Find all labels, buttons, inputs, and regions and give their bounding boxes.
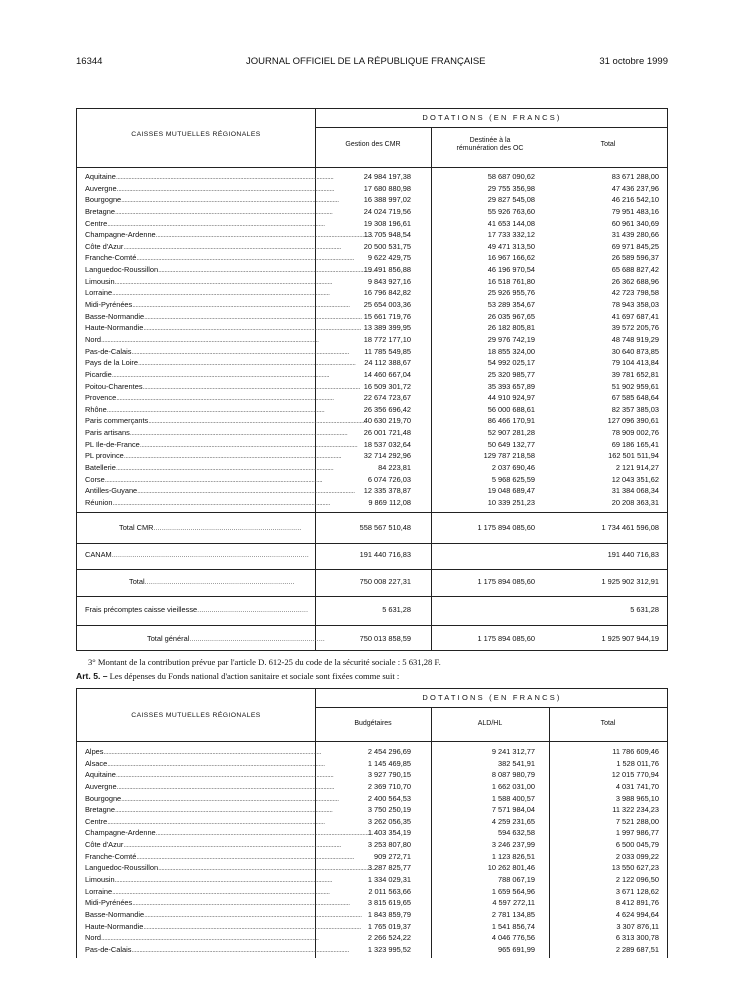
- caisse-name: Alsace............................................................................................................................................: [85, 758, 325, 768]
- caisse-name: Lorraine............................................................................................................................................: [85, 886, 330, 896]
- caisse-name: Midi-Pyrénées............................................................................................................................................: [85, 898, 350, 908]
- row-divider: [77, 625, 667, 626]
- value-cell: 382 541,91: [498, 758, 535, 768]
- dotations-header-2: DOTATIONS (EN FRANCS): [422, 693, 562, 702]
- value-cell: 52 907 281,28: [487, 428, 535, 438]
- value-cell: 25 320 985,77: [487, 369, 535, 379]
- caisse-name: Bourgogne............................................................................................................................................: [85, 793, 339, 803]
- value-cell: 48 748 919,29: [611, 334, 659, 344]
- caisse-name: Champagne-Ardenne............................................................................................................................................: [85, 828, 374, 838]
- cmr-row: [77, 172, 667, 184]
- value-cell: 17 733 332,12: [487, 230, 535, 240]
- value-cell: 2 289 687,51: [615, 944, 659, 954]
- value-cell: 18 772 177,10: [363, 334, 411, 344]
- value-cell: 12 335 378,87: [363, 486, 411, 496]
- caisse-name: Aquitaine............................................................................................................................................: [85, 172, 334, 181]
- value-cell: 82 357 385,03: [611, 404, 659, 414]
- caisse-name: Bourgogne............................................................................................................................................: [85, 195, 339, 205]
- value-cell: 1 145 469,85: [367, 758, 411, 768]
- value-cell: 1 403 354,19: [367, 828, 411, 838]
- value-cell: 2 122 096,50: [615, 875, 659, 885]
- value-cell: 47 436 237,96: [611, 183, 659, 193]
- caisse-name: Limousin............................................................................................................................................: [85, 276, 333, 286]
- caisse-name: Franche-Comté............................................................................................................................................: [85, 253, 354, 263]
- fnass-row: [77, 933, 667, 945]
- row-divider: [77, 596, 667, 597]
- row-divider: [77, 543, 667, 544]
- value-cell: 65 688 827,42: [611, 265, 659, 275]
- caisse-name: Rhône............................................................................................................................................: [85, 404, 325, 414]
- value-cell: 46 216 542,10: [611, 195, 659, 205]
- total-gestion: 750 008 227,31: [359, 577, 411, 586]
- value-cell: 79 104 413,84: [611, 358, 659, 368]
- fnass-row: [77, 840, 667, 852]
- cmr-row: [77, 382, 667, 394]
- frais-row: [77, 605, 667, 617]
- value-cell: 31 384 068,34: [611, 486, 659, 496]
- remuneration-header-line2: rémunération des OC: [456, 145, 524, 152]
- value-cell: 24 024 719,56: [363, 206, 411, 216]
- caisses-header-2: CAISSES MUTUELLES RÉGIONALES: [131, 712, 261, 719]
- caisse-name: Antilles-Guyane............................................................................................................................................: [85, 486, 355, 496]
- frais-total: 5 631,28: [630, 605, 659, 614]
- value-cell: 11 322 234,23: [612, 805, 659, 815]
- caisse-name: Basse-Normandie............................................................................................................................................: [85, 311, 362, 321]
- caisse-name: Champagne-Ardenne............................................................................................................................................: [85, 230, 374, 240]
- value-cell: 2 266 524,22: [367, 933, 411, 943]
- total-general-remuneration: 1 175 894 085,60: [477, 634, 535, 643]
- caisse-name: Languedoc-Roussillon............................................................................................................................................: [85, 265, 376, 275]
- value-cell: 1 588 400,57: [491, 793, 535, 803]
- total-cmr-label: Total CMR........................................................................: [119, 523, 302, 532]
- cmr-row: [77, 219, 667, 231]
- caisse-name: Pas-de-Calais............................................................................................................................................: [85, 944, 349, 954]
- value-cell: 29 755 356,98: [487, 183, 535, 193]
- caisse-name: PL Ile-de-France............................................................................................................................................: [85, 439, 358, 449]
- total-label: Total.........................................................................: [129, 577, 295, 586]
- journal-title: JOURNAL OFFICIEL DE LA RÉPUBLIQUE FRANÇAISE: [246, 56, 486, 67]
- cmr-row: [77, 288, 667, 300]
- value-cell: 2 781 134,85: [491, 909, 535, 919]
- dotations-cmr-table: [76, 108, 668, 651]
- value-cell: 4 046 776,56: [491, 933, 535, 943]
- caisse-name: Basse-Normandie............................................................................................................................................: [85, 909, 362, 919]
- remuneration-oc-header: [431, 137, 549, 153]
- value-cell: 26 589 596,37: [611, 253, 659, 263]
- budgetaires-header: Budgétaires: [354, 720, 392, 727]
- row-divider: [77, 741, 667, 742]
- cmr-row: [77, 312, 667, 324]
- caisse-name: Paris artisans............................................................................................................................................: [85, 428, 348, 438]
- cmr-row: [77, 475, 667, 487]
- value-cell: 9 622 429,75: [367, 253, 411, 263]
- value-cell: 24 984 197,38: [363, 172, 411, 181]
- value-cell: 20 208 363,31: [611, 497, 659, 507]
- value-cell: 7 521 288,00: [615, 816, 659, 826]
- value-cell: 1 541 856,74: [491, 921, 535, 931]
- total-general-label: Total général..................................................................: [147, 634, 325, 643]
- caisse-name: Centre............................................................................................................................................: [85, 218, 325, 228]
- cmr-row: [77, 277, 667, 289]
- value-cell: 39 781 652,81: [611, 369, 659, 379]
- cmr-row: [77, 463, 667, 475]
- caisse-name: Batellerie............................................................................................................................................: [85, 463, 334, 473]
- cmr-row: [77, 428, 667, 440]
- value-cell: 26 356 696,42: [363, 404, 411, 414]
- fnass-row: [77, 922, 667, 934]
- cmr-row: [77, 416, 667, 428]
- caisse-name: Poitou-Charentes............................................................................................................................................: [85, 381, 360, 391]
- value-cell: 40 630 219,70: [363, 416, 411, 426]
- value-cell: 79 951 483,16: [611, 206, 659, 216]
- value-cell: 4 031 741,70: [615, 781, 659, 791]
- fnass-row: [77, 828, 667, 840]
- value-cell: 3 988 965,10: [615, 793, 659, 803]
- caisse-name: Centre............................................................................................................................................: [85, 816, 325, 826]
- value-cell: 41 697 687,41: [611, 311, 659, 321]
- ald-hl-header: ALD/HL: [477, 720, 503, 727]
- value-cell: 1 528 011,76: [616, 758, 659, 768]
- contribution-paragraph: 3° Montant de la contribution prévue par l'article D. 612-25 du code de la sécurité sociale : 5 631,28 F.: [88, 657, 441, 667]
- value-cell: 19 048 689,47: [487, 486, 535, 496]
- canam-row: [77, 550, 667, 562]
- total-remuneration: 1 175 894 085,60: [477, 577, 535, 586]
- fnass-row: [77, 817, 667, 829]
- value-cell: 788 067,19: [498, 875, 535, 885]
- publication-date: 31 octobre 1999: [599, 56, 668, 67]
- total-cmr-gestion: 558 567 510,48: [359, 523, 411, 532]
- fnass-row: [77, 887, 667, 899]
- total-row: [77, 577, 667, 589]
- dotations-header: DOTATIONS (EN FRANCS): [422, 113, 562, 122]
- fnass-row: [77, 759, 667, 771]
- value-cell: 5 968 625,59: [491, 474, 535, 484]
- page-header: [76, 56, 668, 70]
- value-cell: 7 571 984,04: [491, 805, 535, 815]
- remuneration-header-line1: Destinée à la: [469, 137, 511, 144]
- value-cell: 11 786 609,46: [612, 747, 659, 756]
- total-general-total: 1 925 907 944,19: [601, 634, 659, 643]
- total-header: Total: [600, 141, 616, 148]
- cmr-row: [77, 347, 667, 359]
- cmr-row: [77, 323, 667, 335]
- value-cell: 10 262 801,46: [487, 863, 535, 873]
- value-cell: 13 550 627,23: [611, 863, 659, 873]
- gestion-cmr-header: Gestion des CMR: [345, 141, 401, 148]
- caisse-name: Lorraine............................................................................................................................................: [85, 288, 330, 298]
- value-cell: 31 439 280,66: [611, 230, 659, 240]
- value-cell: 32 714 292,96: [363, 451, 411, 461]
- frais-label: Frais précomptes caisse vieillesse......................................................: [85, 605, 309, 614]
- cmr-row: [77, 195, 667, 207]
- cmr-row: [77, 265, 667, 277]
- value-cell: 3 307 876,11: [616, 921, 659, 931]
- value-cell: 3 287 825,77: [367, 863, 411, 873]
- total-cmr-row: [77, 523, 667, 535]
- value-cell: 19 308 196,61: [363, 218, 411, 228]
- fnass-table: [76, 688, 668, 958]
- caisse-name: Picardie............................................................................................................................................: [85, 369, 330, 379]
- value-cell: 6 500 045,79: [615, 840, 659, 850]
- value-cell: 84 223,81: [378, 463, 411, 473]
- caisse-name: Pays de la Loire............................................................................................................................................: [85, 358, 356, 368]
- caisse-name: Midi-Pyrénées............................................................................................................................................: [85, 300, 350, 310]
- value-cell: 50 649 132,77: [487, 439, 535, 449]
- value-cell: 41 653 144,08: [487, 218, 535, 228]
- caisse-name: Aquitaine............................................................................................................................................: [85, 770, 334, 780]
- value-cell: 9 843 927,16: [367, 276, 411, 286]
- value-cell: 1 323 995,52: [367, 944, 411, 954]
- fnass-row: [77, 782, 667, 794]
- caisse-name: Limousin............................................................................................................................................: [85, 875, 333, 885]
- value-cell: 2 454 296,69: [367, 747, 411, 756]
- total-general-row: [77, 634, 667, 646]
- value-cell: 1 843 859,79: [367, 909, 411, 919]
- value-cell: 1 765 019,37: [367, 921, 411, 931]
- value-cell: 4 259 231,65: [491, 816, 535, 826]
- cmr-row: [77, 300, 667, 312]
- value-cell: 44 910 924,97: [487, 393, 535, 403]
- value-cell: 3 262 056,35: [367, 816, 411, 826]
- page-number: 16344: [76, 56, 103, 67]
- value-cell: 35 393 657,89: [487, 381, 535, 391]
- value-cell: 58 687 090,62: [487, 172, 535, 181]
- value-cell: 6 074 726,03: [367, 474, 411, 484]
- value-cell: 46 196 970,54: [487, 265, 535, 275]
- value-cell: 14 460 667,04: [363, 369, 411, 379]
- value-cell: 30 640 873,85: [611, 346, 659, 356]
- row-divider: [77, 167, 667, 168]
- value-cell: 10 339 251,23: [487, 497, 535, 507]
- value-cell: 19 491 856,88: [363, 265, 411, 275]
- value-cell: 13 389 399,95: [363, 323, 411, 333]
- value-cell: 78 943 358,03: [611, 300, 659, 310]
- cmr-row: [77, 335, 667, 347]
- fnass-row: [77, 770, 667, 782]
- cmr-row: [77, 358, 667, 370]
- caisse-name: Haute-Normandie............................................................................................................................................: [85, 921, 361, 931]
- cmr-row: [77, 498, 667, 510]
- caisse-name: Paris commerçants............................................................................................................................................: [85, 416, 366, 426]
- value-cell: 18 537 032,64: [363, 439, 411, 449]
- value-cell: 54 992 025,17: [487, 358, 535, 368]
- value-cell: 26 035 967,65: [487, 311, 535, 321]
- value-cell: 12 015 770,94: [611, 770, 659, 780]
- caisse-name: Provence............................................................................................................................................: [85, 393, 334, 403]
- row-divider: [315, 707, 667, 708]
- cmr-row: [77, 440, 667, 452]
- canam-gestion: 191 440 716,83: [359, 550, 411, 559]
- value-cell: 20 500 531,75: [363, 241, 411, 251]
- article-5-label: Art. 5. –: [76, 671, 108, 681]
- value-cell: 11 785 549,85: [364, 346, 411, 356]
- value-cell: 8 087 980,79: [491, 770, 535, 780]
- article-5-paragraph: [76, 671, 656, 681]
- value-cell: 3 253 807,80: [367, 840, 411, 850]
- value-cell: 78 909 002,76: [611, 428, 659, 438]
- caisse-name: Auvergne............................................................................................................................................: [85, 183, 335, 193]
- value-cell: 51 902 959,61: [611, 381, 659, 391]
- fnass-row: [77, 747, 667, 759]
- value-cell: 6 313 300,78: [615, 933, 659, 943]
- value-cell: 594 632,58: [498, 828, 535, 838]
- value-cell: 29 827 545,08: [487, 195, 535, 205]
- value-cell: 2 121 914,27: [615, 463, 659, 473]
- value-cell: 49 471 313,50: [487, 241, 535, 251]
- fnass-row: [77, 875, 667, 887]
- fnass-row: [77, 863, 667, 875]
- value-cell: 9 869 112,08: [368, 497, 411, 507]
- value-cell: 4 624 994,64: [615, 909, 659, 919]
- value-cell: 3 246 237,99: [491, 840, 535, 850]
- value-cell: 1 659 564,96: [491, 886, 535, 896]
- value-cell: 15 661 719,76: [363, 311, 411, 321]
- total-total: 1 925 902 312,91: [601, 577, 659, 586]
- caisse-name: Corse............................................................................................................................................: [85, 474, 323, 484]
- value-cell: 8 412 891,76: [615, 898, 659, 908]
- value-cell: 12 043 351,62: [611, 474, 659, 484]
- cmr-row: [77, 405, 667, 417]
- value-cell: 16 967 166,62: [487, 253, 535, 263]
- caisse-name: Côte d'Azur............................................................................................................................................: [85, 840, 341, 850]
- row-divider: [77, 512, 667, 513]
- fnass-row: [77, 794, 667, 806]
- value-cell: 25 654 003,36: [363, 300, 411, 310]
- value-cell: 67 585 648,64: [611, 393, 659, 403]
- caisse-name: Auvergne............................................................................................................................................: [85, 781, 335, 791]
- value-cell: 13 705 948,54: [363, 230, 411, 240]
- canam-label: CANAM................................................................................................: [85, 550, 309, 559]
- value-cell: 2 037 690,46: [491, 463, 535, 473]
- cmr-row: [77, 393, 667, 405]
- canam-total: 191 440 716,83: [607, 550, 659, 559]
- caisse-name: Réunion............................................................................................................................................: [85, 497, 331, 507]
- value-cell: 2 369 710,70: [367, 781, 411, 791]
- table2-body: [77, 747, 667, 957]
- value-cell: 3 750 250,19: [367, 805, 411, 815]
- total-cmr-total: 1 734 461 596,08: [601, 523, 659, 532]
- caisses-header: CAISSES MUTUELLES RÉGIONALES: [131, 131, 261, 138]
- frais-gestion: 5 631,28: [382, 605, 411, 614]
- fnass-row: [77, 898, 667, 910]
- value-cell: 26 182 805,81: [487, 323, 535, 333]
- value-cell: 16 518 761,80: [487, 276, 535, 286]
- value-cell: 86 466 170,91: [487, 416, 535, 426]
- value-cell: 129 787 218,58: [483, 451, 535, 461]
- value-cell: 69 971 845,25: [611, 241, 659, 251]
- value-cell: 3 671 128,62: [615, 886, 659, 896]
- value-cell: 2 033 099,22: [615, 851, 659, 861]
- value-cell: 29 976 742,19: [487, 334, 535, 344]
- caisse-name: Haute-Normandie............................................................................................................................................: [85, 323, 361, 333]
- value-cell: 39 572 205,76: [611, 323, 659, 333]
- value-cell: 9 241 312,77: [491, 747, 535, 756]
- value-cell: 53 289 354,67: [487, 300, 535, 310]
- value-cell: 1 997 986,77: [615, 828, 659, 838]
- value-cell: 16 388 997,02: [363, 195, 411, 205]
- caisse-name: PL province............................................................................................................................................: [85, 451, 342, 461]
- value-cell: 965 691,99: [498, 944, 535, 954]
- total-general-gestion: 750 013 858,59: [359, 634, 411, 643]
- value-cell: 16 796 842,82: [363, 288, 411, 298]
- cmr-row: [77, 451, 667, 463]
- value-cell: 18 855 324,00: [487, 346, 535, 356]
- caisse-name: Franche-Comté............................................................................................................................................: [85, 851, 354, 861]
- value-cell: 16 509 301,72: [363, 381, 411, 391]
- article-5-text: Les dépenses du Fonds national d'action sanitaire et sociale sont fixées comme suit :: [107, 671, 400, 681]
- value-cell: 4 597 272,11: [492, 898, 535, 908]
- value-cell: 22 674 723,67: [363, 393, 411, 403]
- value-cell: 127 096 390,61: [607, 416, 659, 426]
- caisse-name: Nord............................................................................................................................................: [85, 933, 319, 943]
- value-cell: 55 926 763,60: [487, 206, 535, 216]
- row-divider: [315, 127, 667, 128]
- value-cell: 56 000 688,61: [487, 404, 535, 414]
- value-cell: 2 400 564,53: [367, 793, 411, 803]
- fnass-row: [77, 910, 667, 922]
- value-cell: 17 680 880,98: [363, 183, 411, 193]
- value-cell: 1 334 029,31: [367, 875, 411, 885]
- cmr-row: [77, 486, 667, 498]
- value-cell: 1 123 826,51: [491, 851, 535, 861]
- table1-body: [77, 172, 667, 510]
- caisse-name: Nord............................................................................................................................................: [85, 334, 319, 344]
- fnass-row: [77, 945, 667, 957]
- caisse-name: Alpes............................................................................................................................................: [85, 747, 321, 756]
- cmr-row: [77, 242, 667, 254]
- caisse-name: Bretagne............................................................................................................................................: [85, 805, 333, 815]
- value-cell: 1 662 031,00: [491, 781, 535, 791]
- cmr-row: [77, 207, 667, 219]
- value-cell: 162 501 511,94: [608, 451, 659, 461]
- value-cell: 25 926 955,76: [487, 288, 535, 298]
- total-header-2: Total: [600, 720, 616, 727]
- caisse-name: Bretagne............................................................................................................................................: [85, 206, 333, 216]
- cmr-row: [77, 184, 667, 196]
- value-cell: 69 186 165,41: [611, 439, 659, 449]
- value-cell: 42 723 798,58: [611, 288, 659, 298]
- value-cell: 909 272,71: [374, 851, 411, 861]
- value-cell: 2 011 563,66: [368, 886, 411, 896]
- value-cell: 83 671 288,00: [611, 172, 659, 181]
- value-cell: 3 815 619,65: [367, 898, 411, 908]
- value-cell: 26 362 688,96: [611, 276, 659, 286]
- caisse-name: Côte d'Azur............................................................................................................................................: [85, 241, 341, 251]
- row-divider: [77, 569, 667, 570]
- value-cell: 24 112 388,67: [364, 358, 411, 368]
- cmr-row: [77, 230, 667, 242]
- value-cell: 3 927 790,15: [367, 770, 411, 780]
- fnass-row: [77, 852, 667, 864]
- total-cmr-remuneration: 1 175 894 085,60: [477, 523, 535, 532]
- value-cell: 60 961 340,69: [611, 218, 659, 228]
- caisse-name: Pas-de-Calais............................................................................................................................................: [85, 346, 349, 356]
- cmr-row: [77, 253, 667, 265]
- fnass-row: [77, 805, 667, 817]
- caisse-name: Languedoc-Roussillon............................................................................................................................................: [85, 863, 376, 873]
- value-cell: 26 001 721,48: [363, 428, 411, 438]
- cmr-row: [77, 370, 667, 382]
